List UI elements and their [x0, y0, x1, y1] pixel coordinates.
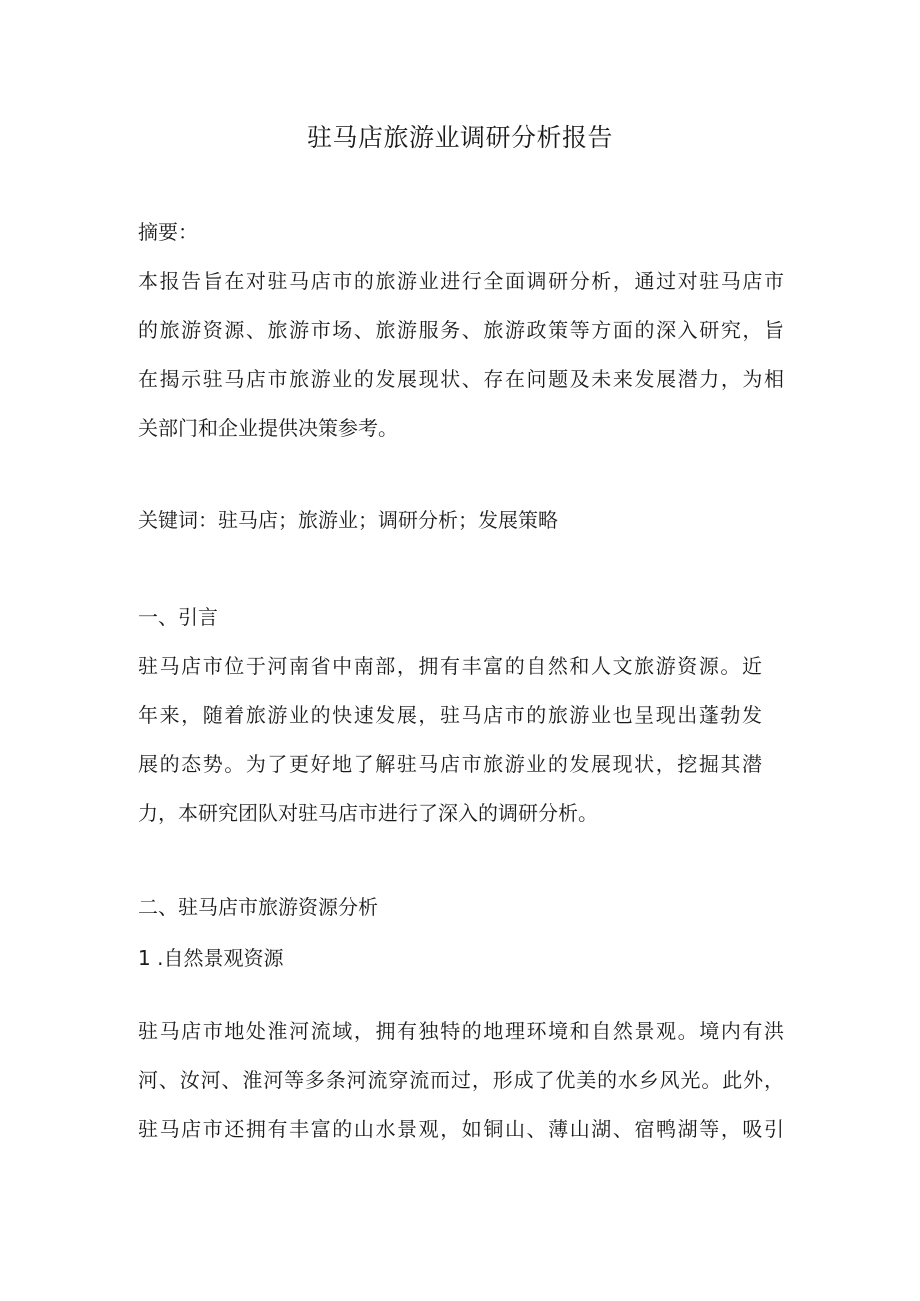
- section-1-line-3: 展的态势。为了更好地了解驻马店市旅游业的发展现状，挖掘其潜: [138, 752, 762, 776]
- section-1-line-1: 驻马店市位于河南省中南部，拥有丰富的自然和人文旅游资源。近: [138, 654, 762, 678]
- abstract-line-4: 关部门和企业提供决策参考。: [138, 416, 398, 440]
- keywords: 关键词：驻马店；旅游业；调研分析；发展策略: [138, 508, 558, 532]
- abstract-line-3: 在揭示驻马店市旅游业的发展现状、存在问题及未来发展潜力，为相: [138, 367, 784, 391]
- abstract-label: 摘要：: [138, 220, 198, 244]
- section-1-heading: 一、引言: [138, 605, 218, 629]
- section-1-line-2: 年来，随着旅游业的快速发展，驻马店市的旅游业也呈现出蓬勃发: [138, 703, 762, 727]
- page-title: 驻马店旅游业调研分析报告: [306, 123, 613, 152]
- section-2-heading: 二、驻马店市旅游资源分析: [138, 895, 378, 919]
- abstract-line-2: 的旅游资源、旅游市场、旅游服务、旅游政策等方面的深入研究，旨: [138, 318, 784, 342]
- section-1-line-4: 力，本研究团队对驻马店市进行了深入的调研分析。: [138, 801, 598, 825]
- section-2-subheading: 1 .自然景观资源: [138, 946, 284, 970]
- section-2-line-1: 驻马店市地处淮河流域，拥有独特的地理环境和自然景观。境内有洪: [138, 1019, 784, 1043]
- section-2-line-3: 驻马店市还拥有丰富的山水景观，如铜山、薄山湖、宿鸭湖等，吸引: [138, 1117, 784, 1141]
- section-2-line-2: 河、汝河、淮河等多条河流穿流而过，形成了优美的水乡风光。此外，: [138, 1068, 784, 1092]
- abstract-line-1: 本报告旨在对驻马店市的旅游业进行全面调研分析，通过对驻马店市: [138, 269, 784, 293]
